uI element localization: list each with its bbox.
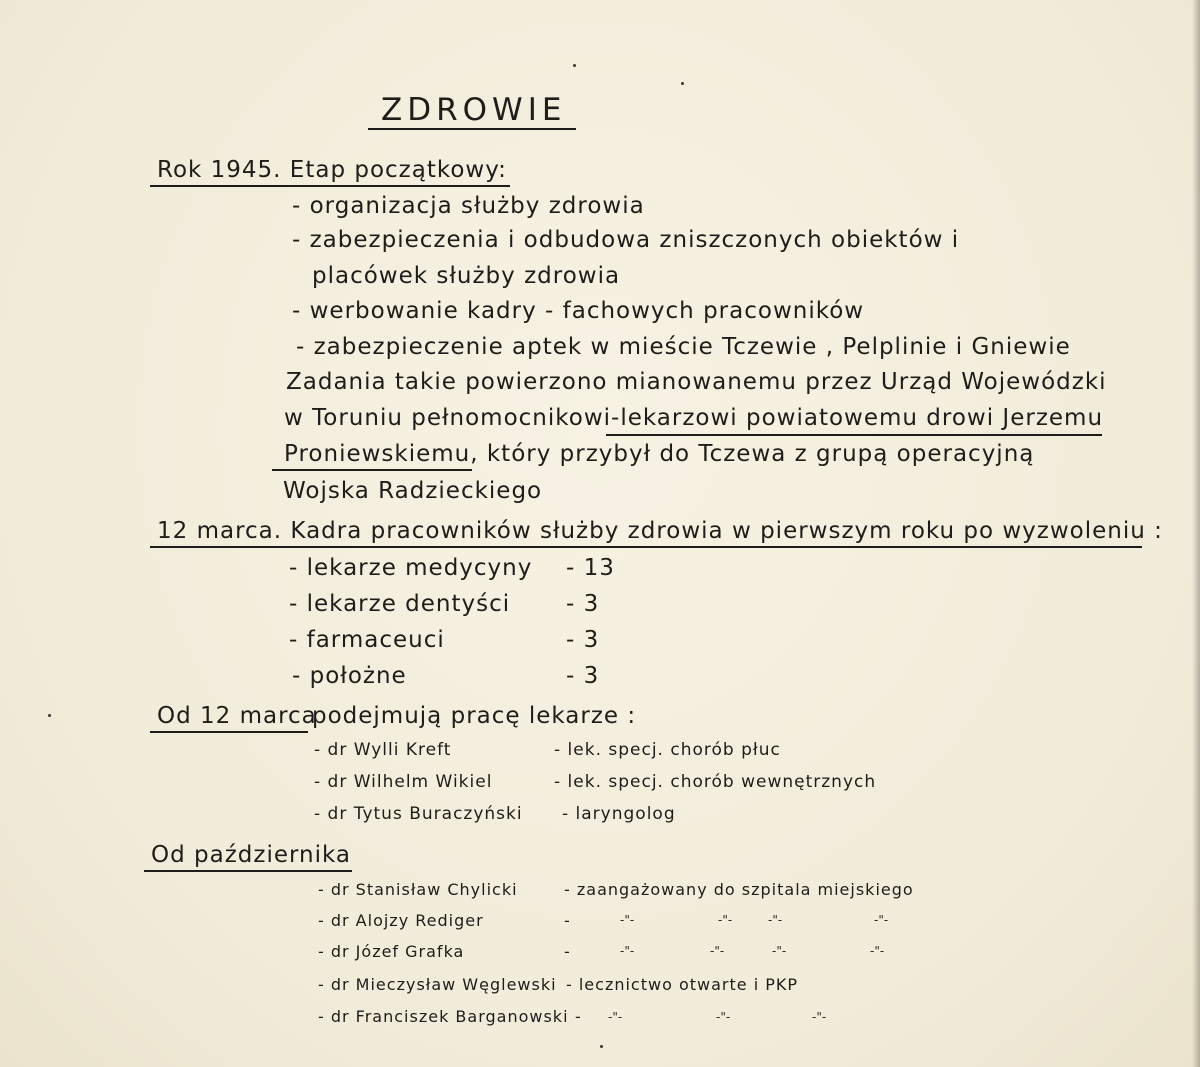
- doctor-name: - dr Tytus Buraczyński: [314, 804, 523, 824]
- ditto-mark: -"-: [874, 913, 889, 927]
- section1-item: - zabezpieczenia i odbudowa zniszczonych obiektów i: [292, 227, 960, 253]
- section1-paragraph-line: Zadania takie powierzono mianowanemu przez Urząd Wojewódzki: [286, 369, 1107, 395]
- section2-heading-underline: [150, 546, 1142, 548]
- section1-heading: Rok 1945. Etap początkowy:: [157, 157, 507, 183]
- doctor-role: - laryngolog: [562, 804, 676, 824]
- doctor-name: - dr Franciszek Barganowski: [318, 1007, 569, 1026]
- staff-count: - 3: [566, 591, 600, 617]
- staff-label: - lekarze medycyny: [289, 555, 533, 581]
- ditto-mark: -"-: [620, 944, 635, 958]
- doctor-role: - lecznictwo otwarte i PKP: [566, 975, 799, 994]
- page-edge-shadow: [1192, 0, 1200, 1067]
- staff-label: - farmaceuci: [289, 627, 445, 653]
- section1-item: - werbowanie kadry - fachowych pracowników: [292, 298, 865, 324]
- staff-label: - położne: [292, 663, 407, 689]
- staff-count: - 3: [566, 663, 600, 689]
- doctor-role: -: [564, 942, 571, 961]
- staff-label: - lekarze dentyści: [289, 591, 511, 617]
- ditto-mark: -"-: [620, 913, 635, 927]
- section2-heading: 12 marca. Kadra pracowników służby zdrowia w pierwszym roku po wyzwoleniu :: [157, 518, 1163, 544]
- doctor-role: - lek. specj. chorób wewnętrznych: [554, 772, 877, 792]
- section1-paragraph-line: Wojska Radzieckiego: [283, 478, 543, 504]
- ditto-mark: -"-: [870, 944, 885, 958]
- section1-item: - zabezpieczenie aptek w mieście Tczewie , Pelplinie i Gniewie: [296, 334, 1071, 360]
- doctor-name: - dr Stanisław Chylicki: [318, 880, 518, 899]
- doctor-role: - lek. specj. chorób płuc: [554, 740, 781, 760]
- doctor-name: - dr Mieczysław Węglewski: [318, 975, 557, 994]
- section1-item: - organizacja służby zdrowia: [292, 193, 645, 219]
- section1-paragraph-line: w Toruniu pełnomocnikowi-lekarzowi powiatowemu drowi Jerzemu: [284, 405, 1104, 431]
- ditto-mark: -"-: [608, 1010, 623, 1024]
- lekarz-underline: [606, 434, 1102, 436]
- ditto-mark: -"-: [772, 944, 787, 958]
- section1-heading-underline: [150, 185, 510, 187]
- document-title: ZDROWIE: [381, 92, 567, 128]
- doctor-role: -: [575, 1007, 582, 1026]
- paper-speck: [681, 82, 684, 85]
- ditto-mark: -"-: [716, 1010, 731, 1024]
- doctor-role: - zaangażowany do szpitala miejskiego: [564, 880, 914, 899]
- section1-paragraph-line: Proniewskiemu, który przybył do Tczewa z grupą operacyjną: [284, 441, 1035, 467]
- doctor-name: - dr Wylli Kreft: [314, 740, 452, 760]
- doctor-role: -: [564, 911, 571, 930]
- section4-heading-underline: [144, 870, 352, 872]
- section3-heading-underline: [150, 731, 308, 733]
- doctor-name: - dr Józef Grafka: [318, 942, 465, 961]
- ditto-mark: -"-: [718, 913, 733, 927]
- section3-heading-rest: podejmują pracę lekarze :: [312, 703, 637, 729]
- section4-heading: Od października: [151, 842, 352, 868]
- paper-speck: [573, 64, 576, 67]
- staff-count: - 3: [566, 627, 600, 653]
- section3-heading-date: Od 12 marca: [157, 703, 317, 729]
- doctor-name: - dr Alojzy Rediger: [318, 911, 484, 930]
- ditto-mark: -"-: [710, 944, 725, 958]
- doctor-name: - dr Wilhelm Wikiel: [314, 772, 493, 792]
- ditto-mark: -"-: [812, 1010, 827, 1024]
- section1-item: placówek służby zdrowia: [312, 263, 621, 289]
- proniewski-underline: [272, 469, 472, 471]
- paper-speck: [48, 714, 51, 717]
- paper-speck: [600, 1045, 603, 1048]
- ditto-mark: -"-: [768, 913, 783, 927]
- staff-count: - 13: [566, 555, 615, 581]
- title-underline: [368, 128, 576, 130]
